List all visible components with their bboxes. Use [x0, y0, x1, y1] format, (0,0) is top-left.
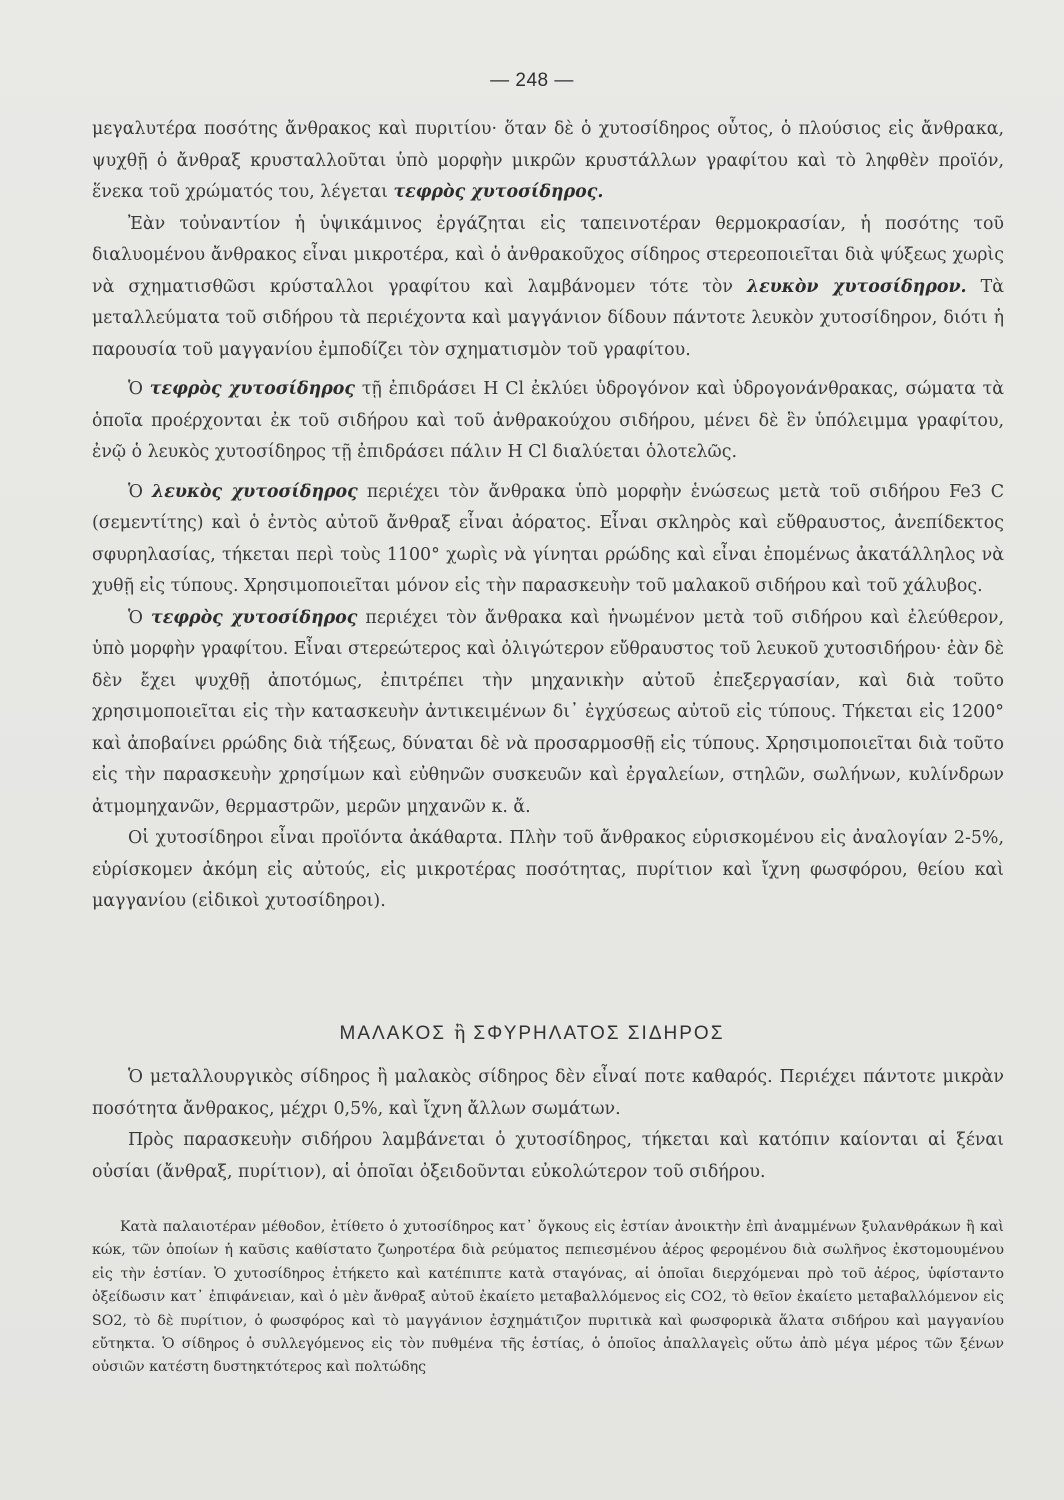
heading-conjunction: ἢ: [454, 1022, 466, 1044]
paragraph-text: Ὁ: [128, 607, 143, 628]
paragraph: [92, 374, 1004, 469]
term-emphasis: τεφρὸς χυτοσίδηρος: [151, 607, 358, 628]
paragraph: [92, 603, 1004, 824]
paragraph: Πρὸς παρασκευὴν σιδήρου λαμβάνεται ὁ χυτοσίδηρος, τήκεται καὶ κατόπιν καίονται αἱ ξέναι οὐσίαι (ἄνθραξ, πυρίτιον), αἱ ὁποῖαι ὀξειδοῦνται εὐκολώτερον τοῦ σιδήρου.: [92, 1130, 1004, 1182]
heading-left: ΜΑΛΑΚΟΣ: [339, 1023, 447, 1044]
small-print-block: [92, 1216, 1004, 1380]
paragraph-text: Τὰ μεταλλεύματα τοῦ σιδήρου τὰ περιέχοντα καὶ μαγγάνιον δίδουν πάντοτε λευκὸν χυτοσίδηρον, διότι ἡ παρουσία τοῦ μαγγανίου ἐμποδίζει τὸν σχηματισμὸν τοῦ γραφίτου.: [92, 276, 1004, 360]
main-text-block: [92, 114, 1004, 918]
paragraph-text: Ὁ: [128, 379, 143, 399]
paragraph-text: Ὁ: [128, 481, 143, 502]
section-heading: [0, 1022, 1064, 1045]
paragraph: [92, 823, 1004, 918]
term-emphasis: λευκὸν χυτοσίδηρον.: [746, 276, 967, 297]
paragraph-text: περιέχει τὸν ἄνθρακα καὶ ἡνωμένον μετὰ τοῦ σιδήρου καὶ ἐλεύθερον, ὑπὸ μορφὴν γραφίτου. Εἶναι στερεώτερος καὶ ὀλιγώτερον εὔθραυστος τοῦ λευκοῦ χυτοσιδήρου· ἐὰν δὲ δὲν ἔχει ψυχθῇ ἀποτόμως, ἐπιτρέπει τὴν μηχανικὴν αὐτοῦ ἐπεξεργασίαν, καὶ διὰ τοῦτο χρησιμοποιεῖται εἰς τὴν κατασκευὴν ἀντικειμένων δι᾽ ἐγχύσεως αὐτοῦ εἰς τύπους. Τήκεται εἰς 1200° καὶ ἀποβαίνει ρρώδης διὰ τήξεως, δύναται δὲ νὰ προσαρμοσθῇ εἰς τύπους. Χρησιμοποιεῖται διὰ τοῦτο εἰς τὴν παρασκευὴν χρησίμων καὶ εὐθηνῶν συσκευῶν καὶ ἐργαλείων, στηλῶν, σωλήνων, κυλίνδρων ἀτμομηχανῶν, θερμαστρῶν, μερῶν μηχανῶν κ. ἄ.: [92, 607, 1005, 817]
term-emphasis: τεφρὸς χυτοσίδηρος: [149, 379, 355, 399]
term-emphasis: τεφρὸς χυτοσίδηρος.: [393, 182, 604, 202]
term-emphasis: λευκὸς χυτοσίδηρος: [152, 481, 358, 502]
second-text-block: [92, 1062, 1004, 1188]
small-print-paragraph: Κατὰ παλαιοτέραν μέθοδον, ἐτίθετο ὁ χυτοσίδηρος κατ᾽ ὄγκους εἰς ἑστίαν ἀνοικτὴν ἐπὶ ἀναμμένων ξυλανθράκων ἢ καὶ κώκ, τῶν ὁποίων ἡ καῦσις καθίστατο ζωηροτέρα διὰ ρεύματος πεπιεσμένου ἀέρος φερομένου διὰ σωλῆνος ἐκστομουμένου εἰς τὴν ἑστίαν. Ὁ χυτοσίδηρος ἐτήκετο καὶ κατέπιπτε κατὰ σταγόνας, αἱ ὁποῖαι διερχόμεναι πρὸ τοῦ ἀέρος, ὑφίσταντο ὀξείδωσιν κατ᾽ ἐπιφάνειαν, καὶ ὁ μὲν ἄνθραξ αὐτοῦ ἐκαίετο μεταβαλλόμενος εἰς CO2, τὸ θεῖον ἐκαίετο μεταβαλλόμενον εἰς SO2, τὸ δὲ πυρίτιον, ὁ φωσφόρος καὶ τὸ μαγγάνιον ἐσχημάτιζον πυριτικὰ καὶ φωσφορικὰ ἅλατα σιδήρου καὶ μαγγανίου εὔτηκτα. Ὁ σίδηρος ὁ συλλεγόμενος εἰς τὸν πυθμένα τῆς ἑστίας, ὁ ὁποῖος ἀπαλλαγεὶς οὕτω ἀπὸ μέγα μέρος τῶν ξένων οὐσιῶν κατέστη δυστηκτότερος καὶ πολτώδης: [92, 1219, 1004, 1376]
paragraph-text: Ἐὰν τοὐναντίον ἡ ὑψικάμινος ἐργάζηται εἰς ταπεινοτέραν θερμοκρασίαν, ἡ ποσότης τοῦ διαλυομένου ἄνθρακος εἶναι μικροτέρα, καὶ ὁ ἀνθρακοῦχος σίδηρος στερεοποιεῖται διὰ ψύξεως χωρὶς νὰ σχηματισθῶσι κρύσταλλοι γραφίτου καὶ λαμβάνομεν τότε τὸν: [92, 213, 1004, 297]
paragraph-text: Οἱ χυτοσίδηροι εἶναι προϊόντα ἀκάθαρτα. Πλὴν τοῦ ἄνθρακος εὑρισκομένου εἰς ἀναλογίαν 2-5%, εὑρίσκομεν ἀκόμη εἰς αὐτούς, εἰς μικροτέρας ποσότητας, πυρίτιον καὶ ἴχνη φωσφόρου, θείου καὶ μαγγανίου (εἰδικοὶ χυτοσίδηροι).: [92, 828, 1004, 911]
paragraph: [92, 477, 1004, 603]
paragraph: Ὁ μεταλλουργικὸς σίδηρος ἢ μαλακὸς σίδηρος δὲν εἶναί ποτε καθαρός. Περιέχει πάντοτε μικρὰν ποσότητα ἄνθρακος, μέχρι 0,5%, καὶ ἴχνη ἄλλων σωμάτων.: [92, 1067, 1004, 1119]
paragraph-text: τῇ ἐπιδράσει H Cl ἐκλύει ὑδρογόνον καὶ ὑδρογονάνθρακας, σώματα τὰ ὁποῖα προέρχονται ἐκ τοῦ σιδήρου καὶ τοῦ ἀνθρακούχου σιδήρου, μένει δὲ ἓν ὑπόλειμμα γραφίτου, ἐνῷ ὁ λευκὸς χυτοσίδηρος τῇ ἐπιδράσει πάλιν H Cl διαλύεται ὁλοτελῶς.: [92, 379, 1005, 462]
heading-right: ΣΦΥΡΗΛΑΤΟΣ ΣΙΔΗΡΟΣ: [473, 1023, 725, 1044]
page-number: — 248 —: [490, 70, 574, 91]
paragraph-text: μεγαλυτέρα ποσότης ἄνθρακος καὶ πυριτίου· ὅταν δὲ ὁ χυτοσίδηρος οὗτος, ὁ πλούσιος εἰς ἄνθρακα, ψυχθῇ ὁ ἄνθραξ κρυσταλλοῦται ὑπὸ μορφὴν μικρῶν κρυστάλλων γραφίτου καὶ τὸ ληφθὲν προϊόν, ἕνεκα τοῦ χρώματός του, λέγεται: [92, 119, 1004, 202]
paragraph: [92, 114, 1004, 209]
paragraph-text: περιέχει τὸν ἄνθρακα ὑπὸ μορφὴν ἑνώσεως μετὰ τοῦ σιδήρου Fe3 C (σεμεντίτης) καὶ ὁ ἐντὸς αὐτοῦ ἄνθραξ εἶναι ἀόρατος. Εἶναι σκληρὸς καὶ εὔθραυστος, ἀνεπίδεκτος σφυρηλασίας, τήκεται περὶ τοὺς 1100° χωρὶς νὰ γίνηται ρρώδης καὶ εἶναι ἐπομένως ἀκατάλληλος νὰ χυθῇ εἰς τύπους. Χρησιμοποιεῖται μόνον εἰς τὴν παρασκευὴν τοῦ μαλακοῦ σιδήρου καὶ τοῦ χάλυβος.: [92, 481, 1005, 596]
paragraph: [92, 209, 1004, 367]
